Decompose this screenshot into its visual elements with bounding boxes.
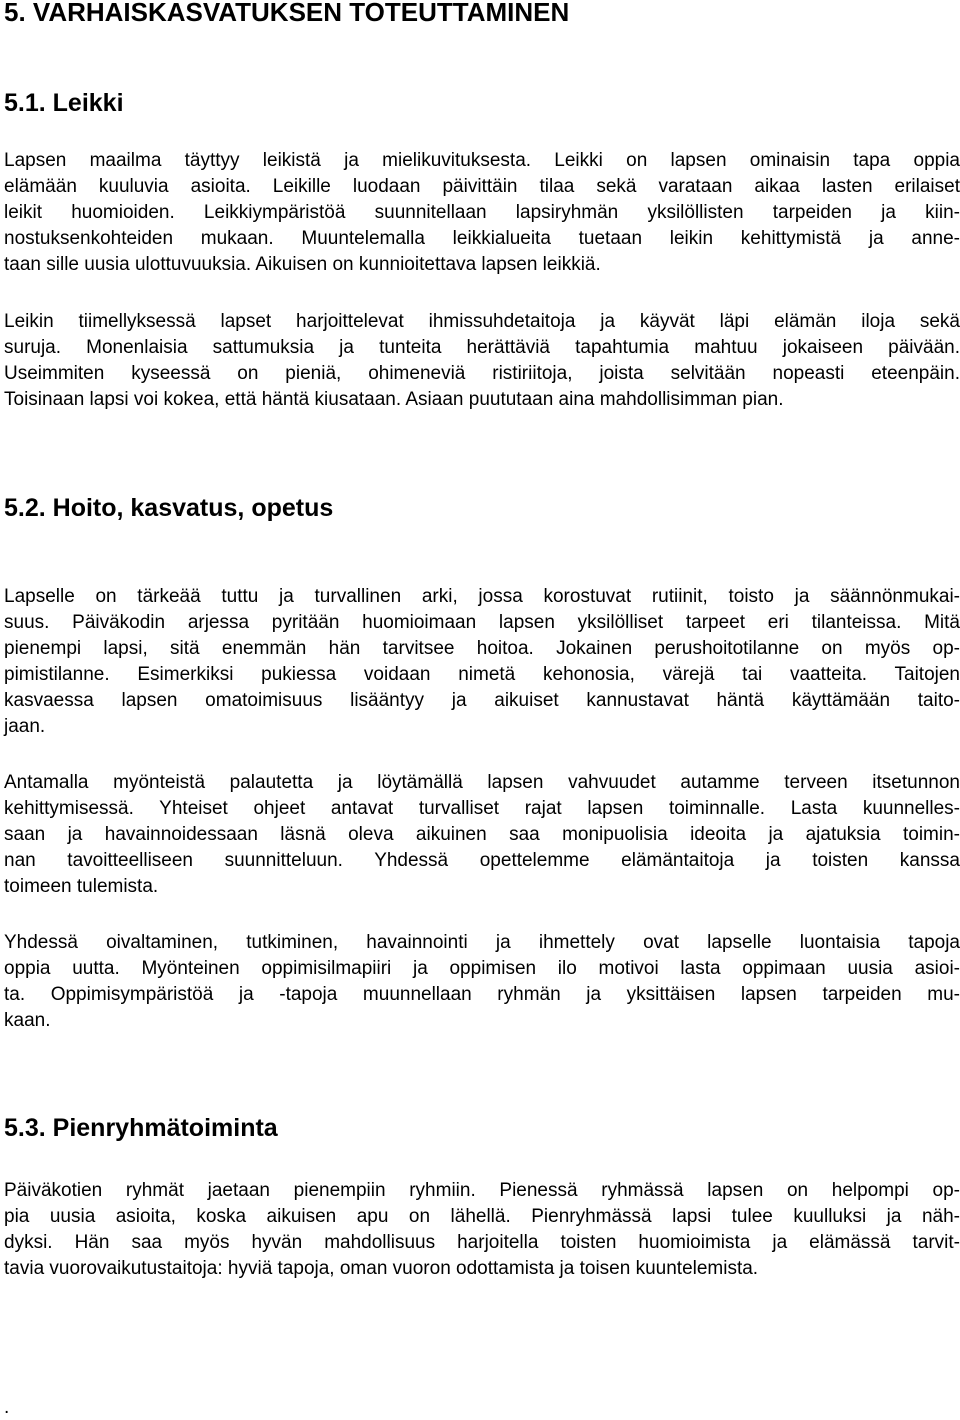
- section-heading-pienryhma: 5.3. Pienryhmätoiminta: [4, 1114, 278, 1142]
- paragraph-line: dyksi. Hän saa myös hyvän mahdollisuus harjoitella toisten huomioimista ja elämässä tarvit-: [4, 1232, 960, 1253]
- paragraph-line: pimistilanne. Esimerkiksi pukiessa voidaan nimetä kehonosia, värejä tai vaatteita. Taitojen: [4, 664, 960, 685]
- paragraph-4: [4, 770, 960, 900]
- paragraph-line: pia uusia asioita, koska aikuisen apu on lähellä. Pienryhmässä lapsi tulee kuulluksi ja näh-: [4, 1206, 960, 1227]
- paragraph-line: Useimmiten kyseessä on pieniä, ohimeneviä ristiriitoja, joista selvitään nopeasti eteenpäin.: [4, 363, 960, 384]
- paragraph-line: kaan.: [4, 1010, 51, 1031]
- section-heading-hoito: 5.2. Hoito, kasvatus, opetus: [4, 494, 334, 522]
- section-heading-leikki: 5.1. Leikki: [4, 89, 124, 117]
- paragraph-line: leikit huomioiden. Leikkiympäristöä suunnitellaan lapsiryhmän yksilöllisten tarpeiden ja kiin-: [4, 202, 960, 223]
- paragraph-5: [4, 930, 960, 1034]
- paragraph-line: oppia uutta. Myönteinen oppimisilmapiiri ja oppimisen ilo motivoi lasta oppimaan uusia asioi-: [4, 958, 960, 979]
- paragraph-line: kehittymisessä. Yhteiset ohjeet antavat turvalliset rajat lapsen toiminnalle. Lasta kuunnelles-: [4, 798, 960, 819]
- paragraph-line: pienempi lapsi, sitä enemmän hän tarvitsee hoitoa. Jokainen perushoitotilanne on myös op-: [4, 638, 960, 659]
- paragraph-line: saan ja havainnoidessaan läsnä oleva aikuinen saa monipuolisia ideoita ja ajatuksia toimin-: [4, 824, 960, 845]
- paragraph-line: jaan.: [4, 716, 46, 737]
- paragraph-line: Lapsen maailma täyttyy leikistä ja mielikuvituksesta. Leikki on lapsen ominaisin tapa oppia: [4, 150, 960, 171]
- chapter-heading: 5. VARHAISKASVATUKSEN TOTEUTTAMINEN: [4, 0, 570, 27]
- paragraph-line: Päiväkotien ryhmät jaetaan pienempiin ryhmiin. Pienessä ryhmässä lapsen on helpompi op-: [4, 1180, 960, 1201]
- paragraph-line: ta. Oppimisympäristöä ja -tapoja muunnellaan ryhmän ja yksittäisen lapsen tarpeiden mu-: [4, 984, 960, 1005]
- paragraph-6: [4, 1178, 960, 1282]
- paragraph-line: kasvaessa lapsen omatoimisuus lisääntyy ja aikuiset kannustavat häntä käyttämään taito-: [4, 690, 960, 711]
- paragraph-line: taan sille uusia ulottuvuuksia. Aikuisen on kunnioitettava lapsen leikkiä.: [4, 254, 601, 275]
- paragraph-line: Lapselle on tärkeää tuttu ja turvallinen arki, jossa korostuvat rutiinit, toisto ja säännönmukai-: [4, 586, 960, 607]
- paragraph-line: Leikin tiimellyksessä lapset harjoittelevat ihmissuhdetaitoja ja käyvät läpi elämän iloja sekä: [4, 311, 960, 332]
- paragraph-line: Antamalla myönteistä palautetta ja löytämällä lapsen vahvuudet autamme terveen itsetunnon: [4, 772, 960, 793]
- paragraph-line: nan tavoitteelliseen suunnitteluun. Yhdessä opettelemme elämäntaitoja ja toisten kanssa: [4, 850, 960, 871]
- paragraph-line: toimeen tulemista.: [4, 876, 159, 897]
- paragraph-line: Yhdessä oivaltaminen, tutkiminen, havainnointi ja ihmettely ovat lapselle luontaisia tapoja: [4, 932, 960, 953]
- footer-mark: .: [4, 1397, 10, 1418]
- paragraph-line: elämään kuuluvia asioita. Leikille luodaan päivittäin tilaa sekä varataan aikaa lasten erilaiset: [4, 176, 960, 197]
- paragraph-1: [4, 148, 960, 278]
- paragraph-line: nostuksenkohteiden mukaan. Muuntelemalla leikkialueita tuetaan leikin kehittymistä ja anne-: [4, 228, 960, 249]
- paragraph-2: [4, 309, 960, 413]
- paragraph-line: Toisinaan lapsi voi kokea, että häntä kiusataan. Asiaan puututaan aina mahdollisimman pian.: [4, 389, 784, 410]
- paragraph-line: suus. Päiväkodin arjessa pyritään huomioimaan lapsen yksilölliset tarpeet eri tilanteissa. Mitä: [4, 612, 960, 633]
- paragraph-3: [4, 584, 960, 740]
- paragraph-line: suruja. Monenlaisia sattumuksia ja tunteita herättäviä tapahtumia mahtuu jokaiseen päivään.: [4, 337, 960, 358]
- paragraph-line: tavia vuorovaikutustaitoja: hyviä tapoja, oman vuoron odottamista ja toisen kuuntelemista.: [4, 1258, 759, 1279]
